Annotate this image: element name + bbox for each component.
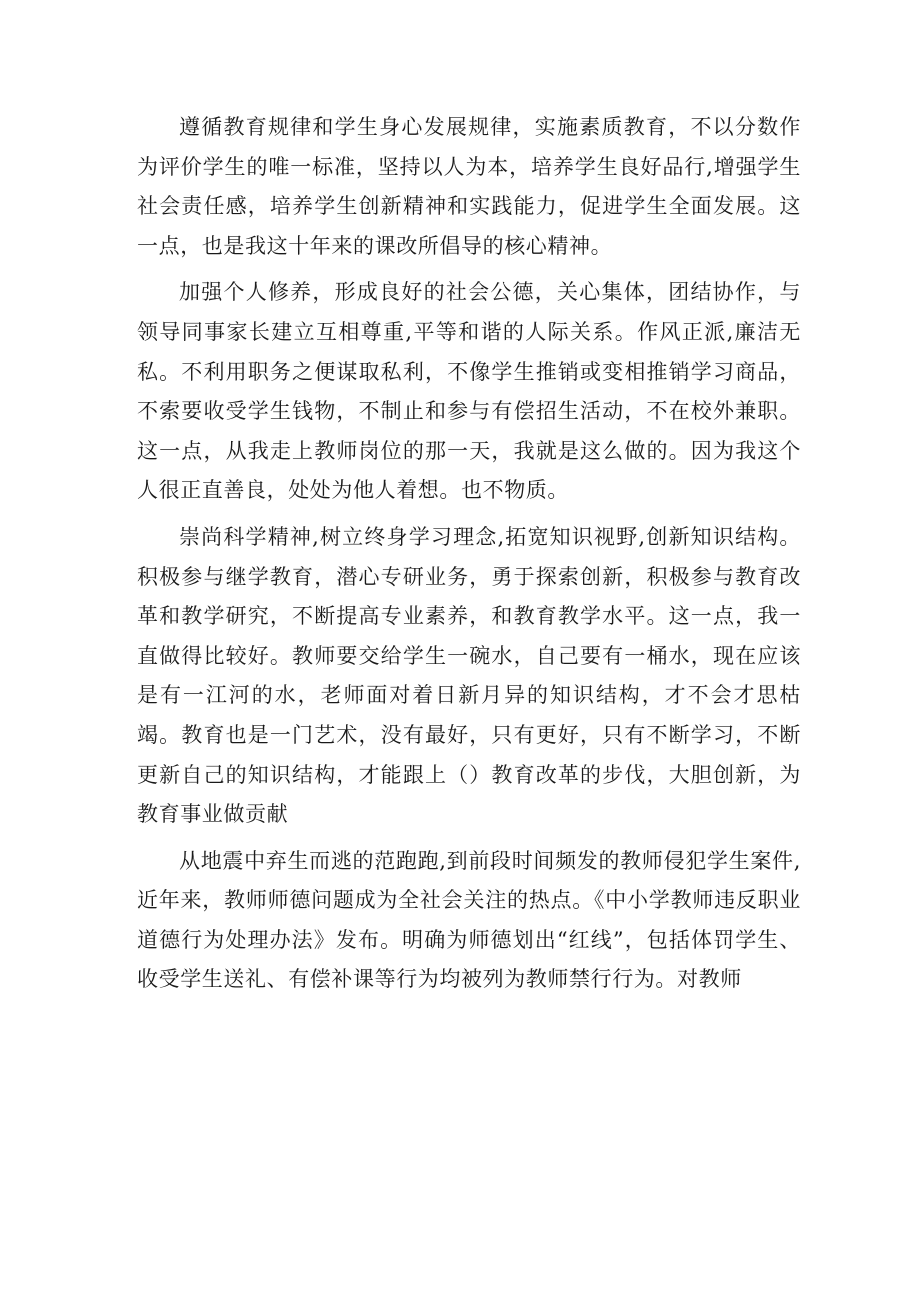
- document-body: [137, 108, 801, 1007]
- paragraph-1: 遵循教育规律和学生身心发展规律，实施素质教育，不以分数作为评价学生的唯一标准，坚持以人为本，培养学生良好品行,增强学生社会责任感，培养学生创新精神和实践能力，促进学生全面发展。这一点，也是我这十年来的课改所倡导的核心精神。: [137, 115, 801, 258]
- paragraph-2: 加强个人修养，形成良好的社会公德，关心集体，团结协作，与领导同事家长建立互相尊重,平等和谐的人际关系。作风正派,廉洁无私。不利用职务之便谋取私利，不像学生推销或变相推销学习商品，不索要收受学生钱物，不制止和参与有偿招生活动，不在校外兼职。这一点，从我走上教师岗位的那一天，我就是这么做的。因为我这个人很正直善良，处处为他人着想。也不物质。: [137, 280, 801, 503]
- paragraph-3: 崇尚科学精神,树立终身学习理念,拓宽知识视野,创新知识结构。积极参与继学教育，潜心专研业务，勇于探索创新，积极参与教育改革和教学研究，不断提高专业素养，和教育教学水平。这一点，我一直做得比较好。教师要交给学生一碗水，自己要有一桶水，现在应该是有一江河的水，老师面对着日新月异的知识结构，才不会才思枯竭。教育也是一门艺术，没有最好，只有更好，只有不断学习，不断更新自己的知识结构，才能跟上（）教育改革的步伐，大胆创新，为教育事业做贡献: [137, 524, 801, 827]
- paragraph-4: 从地震中弃生而逃的范跑跑,到前段时间频发的教师侵犯学生案件,近年来，教师师德问题成为全社会关注的热点。《中小学教师违反职业道德行为处理办法》发布。明确为师德划出“红线”，包括体罚学生、收受学生送礼、有偿补课等行为均被列为教师禁行行为。对教师: [137, 848, 801, 992]
